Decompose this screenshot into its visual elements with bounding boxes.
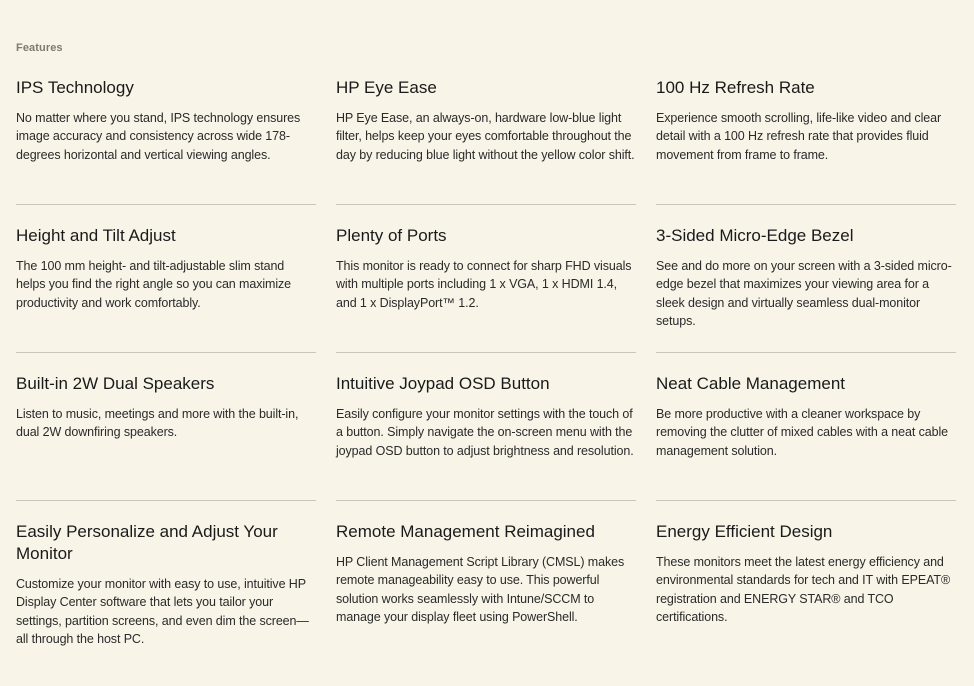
feature-title: Energy Efficient Design [656,522,833,541]
feature-title: Plenty of Ports [336,226,447,245]
feature-title: Remote Management Reimagined [336,522,595,541]
feature-description: Be more productive with a cleaner workspace by removing the clutter of mixed cables with a neat cable management solution. [656,407,948,458]
feature-card-height-tilt [16,205,316,353]
feature-description: See and do more on your screen with a 3-sided micro-edge bezel that maximizes your viewing area for a sleek design and virtually seamless dual-monitor setups. [656,259,952,329]
feature-description: Listen to music, meetings and more with the built-in, dual 2W downfiring speakers. [16,407,299,440]
feature-title: IPS Technology [16,78,134,97]
feature-card-ports [336,205,636,353]
feature-card-joypad-osd [336,353,636,501]
features-grid [16,72,957,671]
feature-description: HP Eye Ease, an always-on, hardware low-blue light filter, helps keep your eyes comfortable throughout the day by reducing blue light without the yellow color shift. [336,111,635,162]
feature-card-hp-eye-ease [336,72,636,205]
feature-description: Easily configure your monitor settings with the touch of a button. Simply navigate the on-screen menu with the joypad OSD button to adjust brightness and resolution. [336,407,634,458]
feature-title: Built-in 2W Dual Speakers [16,374,215,393]
feature-card-speakers [16,353,316,501]
feature-title: HP Eye Ease [336,78,437,97]
feature-description: The 100 mm height- and tilt-adjustable slim stand helps you find the right angle so you can maximize productivity and work comfortably. [16,259,292,310]
feature-card-cable-management [656,353,956,501]
feature-card-personalize [16,501,316,671]
feature-title: Easily Personalize and Adjust Your Monitor [16,522,278,563]
feature-description: This monitor is ready to connect for sharp FHD visuals with multiple ports including 1 x VGA, 1 x HDMI 1.4, and 1 x DisplayPort™ 1.2. [336,259,632,310]
feature-description: These monitors meet the latest energy efficiency and environmental standards for tech and IT with EPEAT® registration and ENERGY STAR® and TCO certifications. [656,555,951,625]
feature-title: Height and Tilt Adjust [16,226,176,245]
feature-description: HP Client Management Script Library (CMSL) makes remote manageability easy to use. This powerful solution works seamlessly with Intune/SCCM to manage your display fleet using PowerShell. [336,555,625,625]
feature-description: No matter where you stand, IPS technology ensures image accuracy and consistency across wide 178-degrees horizontal and vertical viewing angles. [16,111,301,162]
feature-title: Neat Cable Management [656,374,846,393]
feature-title: Intuitive Joypad OSD Button [336,374,550,393]
feature-card-micro-edge-bezel [656,205,956,353]
feature-title: 100 Hz Refresh Rate [656,78,815,97]
feature-card-energy-efficient [656,501,956,671]
feature-card-remote-management [336,501,636,671]
feature-card-ips-technology [16,72,316,205]
section-label: Features [16,42,63,54]
feature-description: Customize your monitor with easy to use, intuitive HP Display Center software that lets you tailor your settings, partition screens, and even dim the screen—all through the host PC. [16,577,309,647]
feature-card-refresh-rate [656,72,956,205]
feature-title: 3-Sided Micro-Edge Bezel [656,226,854,245]
feature-description: Experience smooth scrolling, life-like video and clear detail with a 100 Hz refresh rate that provides fluid movement from frame to frame. [656,111,942,162]
